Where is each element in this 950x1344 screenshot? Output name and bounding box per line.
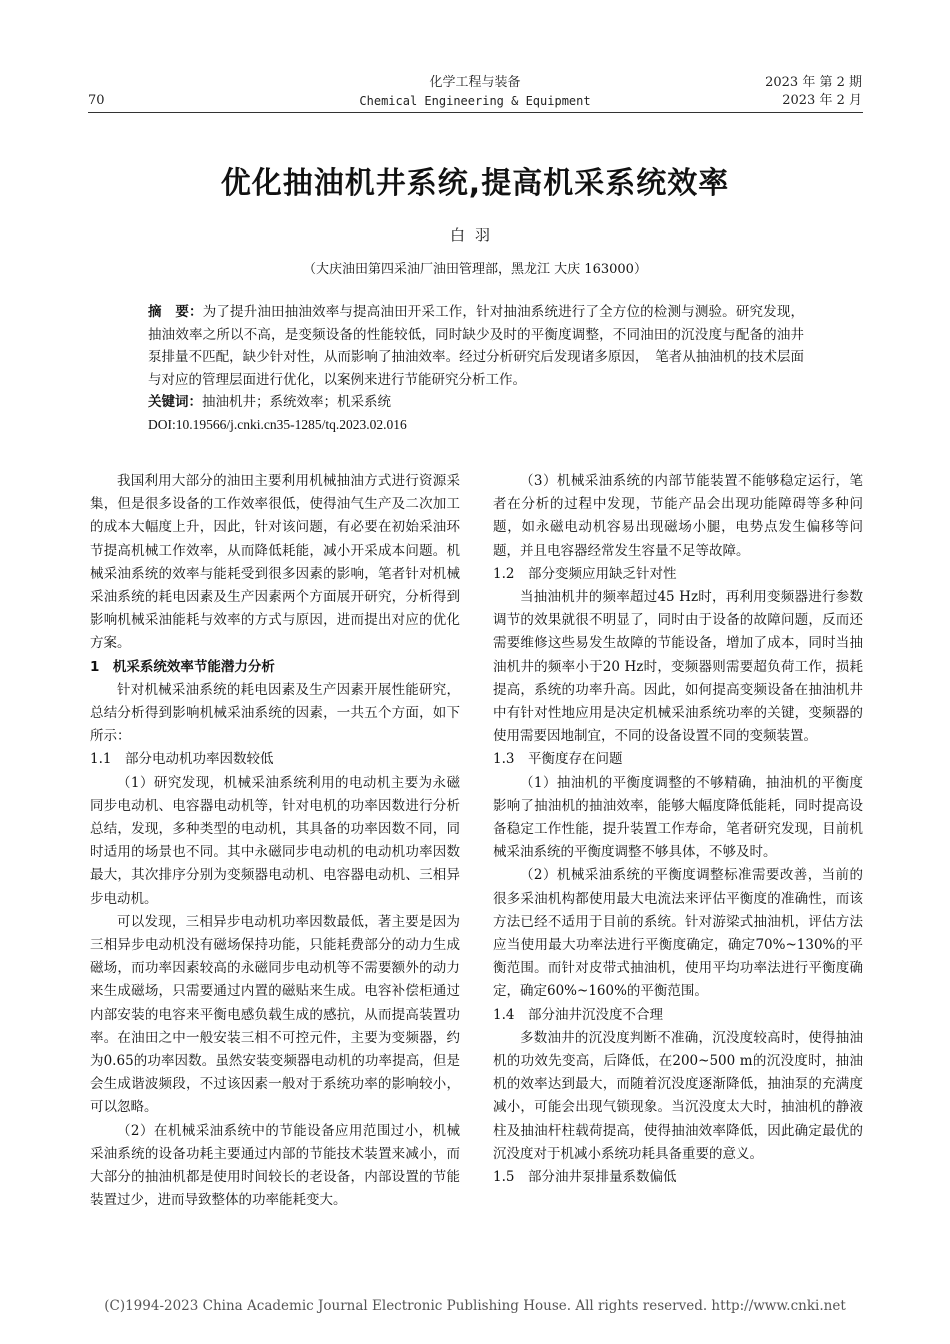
page-number: 70 [88, 93, 105, 108]
body-paragraph: 多数油井的沉没度判断不准确，沉没度较高时，使得抽油机的功效先变高，后降低，在200~500 m的沉没度时，抽油机的效率达到最大，而随着沉没度逐渐降低，抽油泵的充满度减小，可能会出现气锁现象。当沉没度太大时，抽油机的静液柱及抽油杆柱载荷提高，使得抽油效率降低，因此确定最优的沉没度对于机减小系统功耗具备重要的意义。 [493, 1029, 863, 1162]
body-paragraph: （2）在机械采油系统中的节能设备应用范围过小，机械采油系统的设备功耗主要通过内部的节能技术装置来减小，而大部分的抽油机都是使用时间较长的老设备，内部设置的节能装置过少，进而导致整体的功率能耗变大。 [90, 1122, 460, 1209]
journal-title-en: Chemical Engineering & Equipment [359, 94, 591, 108]
journal-issue: 2023 年 第 2 期 [765, 75, 862, 90]
body-paragraph: （1）研究发现，机械采油系统利用的电动机主要为永磁同步电动机、电容器电动机等，针对电机的功率因数进行分析总结，发现，多种类型的电动机，其具备的功率因数不同，同时适用的场景也不同。其中永磁同步电动机的电动机功率因数最大，其次排序分别为变频器电动机、电容器电动机、三相异步电动机。 [90, 774, 460, 907]
body-paragraph: 针对机械采油系统的耗电因素及生产因素开展性能研究，总结分析得到影响机械采油系统的因素，一共五个方面，如下所示： [90, 681, 460, 745]
body-paragraph: （1）抽油机的平衡度调整的不够精确，抽油机的平衡度影响了抽油机的抽油效率，能够大幅度降低能耗，同时提高设备稳定工作性能，提升装置工作寿命，笔者研究发现，目前机械采油系统的平衡度调整不够具体，不够及时。 [493, 774, 863, 861]
body-paragraph: 当抽油机井的频率超过45 Hz时，再利用变频器进行参数调节的效果就很不明显了，同时由于设备的故障问题，反而还需要维修这些易发生故障的节能设备，增加了成本，同时当抽油机井的频率小于20 Hz时，变频器则需要超负荷工作，损耗提高，系统的功率升高。因此，如何提高变频设备在抽油机井中有针对性地应用是决定机械采油系统功率的关键，变频器的使用需要因地制宜，不同的设备设置不同的变频装置。 [493, 589, 863, 745]
keywords-label: 关键词： [148, 394, 202, 410]
body-paragraph: （2）机械采油系统的平衡度调整标准需要改善，当前的很多采油机构都使用最大电流法来评估平衡度的准确性，而该方法已经不适用于目前的系统。针对游梁式抽油机，评估方法应当使用最大功率法进行平衡度确定，确定70%~130%的平衡范围。而针对皮带式抽油机，使用平均功率法进行平衡度确定，确定60%~160%的平衡范围。 [493, 867, 863, 1000]
header-rule [88, 112, 863, 113]
journal-date: 2023 年 2 月 [782, 93, 862, 108]
section-heading: 1.3 平衡度存在问题 [493, 751, 623, 768]
body-left-column [90, 470, 460, 1213]
abstract-label: 摘 要： [148, 304, 203, 320]
body-right-column [493, 470, 863, 1189]
body-paragraph: 可以发现，三相异步电动机功率因数最低，著主要是因为三相异步电动机没有磁场保持功能，只能耗费部分的动力生成磁场，而功率因素较高的永磁同步电动机等不需要额外的动力来生成磁场，只需要通过内置的磁贴来生成。电容补偿柜通过内部安装的电容来平衡电感负载生成的感抗，从而提高装置功率。在油田之中一般安装三相不可控元件，主要为变频器，约为0.65的功率因数。虽然安装变频器电动机的功率提高，但是会生成谐波频段，不过该因素一般对于系统功率的影响较小，可以忽略。 [90, 913, 460, 1116]
section-heading: 1 机采系统效率节能潜力分析 [90, 658, 275, 675]
abstract-paragraph [148, 301, 804, 391]
keywords-line [148, 391, 804, 414]
keywords-text: 抽油机井；系统效率；机采系统 [202, 394, 391, 410]
section-heading: 1.4 部分油井沉没度不合理 [493, 1006, 663, 1023]
body-paragraph: 我国利用大部分的油田主要利用机械抽油方式进行资源采集，但是很多设备的工作效率很低，使得油气生产及二次加工的成本大幅度上升，因此，针对该问题，有必要在初始采油环节提高机械工作效率，从而降低耗能，减小开采成本问题。机械采油系统的效率与能耗受到很多因素的影响，笔者针对机械采油系统的耗电因素及生产因素两个方面展开研究，分析得到影响机械采油能耗与效率的方式与原因，进而提出对应的优化方案。 [90, 473, 460, 652]
section-heading: 1.1 部分电动机功率因数较低 [90, 751, 274, 768]
article-title: 优化抽油机井系统,提高机采系统效率 [220, 166, 730, 201]
body-paragraph: （3）机械采油系统的内部节能装置不能够稳定运行，笔者在分析的过程中发现，节能产品会出现功能障碍等多种问题，如永磁电动机容易出现磁场小腿，电势点发生偏移等问题，并且电容器经常发生容量不足等故障。 [493, 473, 863, 559]
copyright-footer: (C)1994-2023 China Academic Journal Electronic Publishing House. All rights reserved. http://www.cnki.net [104, 1298, 846, 1314]
abstract-block [148, 301, 804, 436]
abstract-text: 为了提升油田抽油效率与提高油田开采工作，针对抽油系统进行了全方位的检测与测验。研究发现，抽油效率之所以不高，是变频设备的性能较低，同时缺少及时的平衡度调整，不同油田的沉没度与配备的油井泵排量不匹配，缺少针对性，从而影响了抽油效率。经过分析研究后发现诸多原因， 笔者从抽油机的技术层面与对应的管理层面进行优化，以案例来进行节能研究分析工作。 [148, 304, 805, 388]
section-heading: 1.5 部分油井泵排量系数偏低 [493, 1169, 677, 1186]
author-name: 白羽 [449, 226, 500, 244]
section-heading: 1.2 部分变频应用缺乏针对性 [493, 565, 677, 582]
doi: DOI:10.19566/j.cnki.cn35-1285/tq.2023.02.016 [148, 416, 407, 432]
author-affiliation: （大庆油田第四采油厂油田管理部，黑龙江 大庆 163000） [303, 262, 647, 277]
journal-title-cn: 化学工程与装备 [429, 75, 521, 90]
